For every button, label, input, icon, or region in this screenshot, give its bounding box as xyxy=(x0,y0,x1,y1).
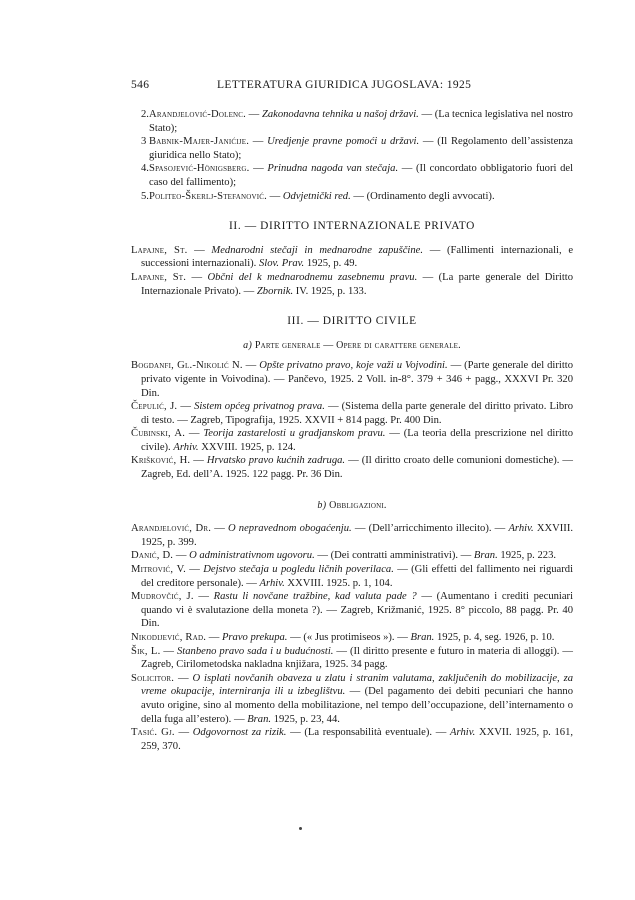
bibliography-content xyxy=(131,108,573,753)
bibliography-entry: Danić, D. — O administrativnom ugovoru. — (Dei contratti amministrativi). — Bran. 1925, p. 223. xyxy=(131,550,557,562)
author: Babnik-Majer-Janićije. xyxy=(149,136,250,148)
author: Lapajne, St. xyxy=(131,244,188,256)
section-heading: II. — DIRITTO INTERNAZIONALE PRIVATO xyxy=(229,220,475,233)
page-number: 546 xyxy=(131,79,150,91)
section-iii-a-entries xyxy=(131,359,573,481)
bibliography-entry: Mudrovčić, J. — Rastu li novčane tražbine, kad valuta pade ? — (Aumentano i crediti pecuniari quando vi è svalutazione della moneta ?). — Zagreb, Križmanić, 1925. 8° piccolo, 88 pagg. Pr. 40 Din. xyxy=(131,591,574,630)
section-ii-entries xyxy=(131,244,573,298)
numbered-item: 4. Spasojević-Hönigsberg. — Prinudna nagoda van stečaja. — (Il concordato obbligatorio fuori del caso del fallimento); xyxy=(141,163,574,188)
author: Tasić. Gj. xyxy=(131,727,175,739)
work-title: Dejstvo stečaja u pogledu ličnih poverilaca. xyxy=(203,564,394,576)
work-title: Zakonodavna tehnika u našoj državi. xyxy=(261,109,419,120)
author: Danić, D. xyxy=(131,550,174,562)
work-title: Sistem općeg privatnog prava. xyxy=(194,401,325,413)
subsection-heading: b) Obbligazioni. xyxy=(317,499,387,511)
bibliography-entry: Tasić. Gj. — Odgovornost za rizik. — (La responsabilità eventuale). — Arhiv. XXVII. 1925, p. 161, 259, 370. xyxy=(131,727,574,752)
bibliography-entry: Mitrović, V. — Dejstvo stečaja u pogledu ličnih poverilaca. — (Gli effetti del fallimento nei riguardi del creditore personale). — Arhiv. XXVIII. 1925. p. 1, 104. xyxy=(131,564,574,589)
work-title: Odgovornost za rizik. xyxy=(192,727,287,739)
author: Krišković, H. xyxy=(131,455,191,467)
work-title: Hrvatsko pravo kućnih zadruga. xyxy=(206,455,346,467)
work-title: O administrativnom ugovoru. xyxy=(189,550,315,562)
work-title: O isplati novčanih obaveza u zlatu i stranim valutama, zaključenih do mobilizacije, za vreme okupacije, interniranja ili u izbeglištvu. xyxy=(141,672,573,698)
bibliography-entry: Nikodijević, Rad. — Pravo prekupa. — (« Jus protimiseos »). — Bran. 1925, p. 4, seg. 1926, p. 10. xyxy=(131,632,555,643)
section-iii-b-entries xyxy=(131,522,573,753)
subsection-heading: a) Parte generale — Opere di carattere generale. xyxy=(243,339,461,351)
bibliography-entry: Lapajne, St. — Občni del k mednarodnemu zasebnemu pravu. — (La parte generale del Diritto Internazionale Privato). — Zbornik. IV. 1925, p. 133. xyxy=(131,271,574,297)
author: Čepulić, J. xyxy=(131,401,178,413)
bibliography-entry: Čepulić, J. — Sistem općeg privatnog prava. — (Sistema della parte generale del diritto privato. Libro di testo. — Zagreb, Tipografija, 1925. XXVII + 814 pagg. Pr. 400 Din. xyxy=(131,401,574,426)
author: Lapajne, St. xyxy=(131,271,187,283)
author: Solicitor. xyxy=(131,672,175,684)
author: Mitrović, V. xyxy=(131,564,186,576)
author: Nikodijević, Rad. xyxy=(131,632,207,643)
work-title: Uredjenje pravne pomoći u državi. xyxy=(267,136,420,148)
bibliography-entry: Čubinski, A. — Teorija zastarelosti u gradjanskom pravu. — (La teoria della prescrizione nel diritto civile). Arhiv. XXVIII. 1925, p. 124. xyxy=(131,428,574,453)
work-title: Pravo prekupa. xyxy=(221,632,288,643)
author: Politeo-Škerlj-Stefanović. xyxy=(149,190,267,202)
author: Arandjelović, Dr. xyxy=(131,523,212,535)
work-title: Občni del k mednarodnemu zasebnemu pravu. xyxy=(207,271,418,283)
author: Bogdanfi, Gl.-Nikolić N. xyxy=(131,360,243,372)
bibliography-entry: Lapajne, St. — Mednarodni stečaji in mednarodne zapuščine. — (Fallimenti internazionali, e successioni internazionali). Slov. Prav. 1925, p. 49. xyxy=(131,244,574,270)
numbered-item: 3 Babnik-Majer-Janićije. — Uredjenje pravne pomoći u državi. — (Il Regolamento dell’assistenza giuridica nello Stato); xyxy=(141,136,573,161)
author: Mudrovčić, J. xyxy=(131,591,194,603)
work-title: Teorija zastarelosti u gradjanskom pravu. xyxy=(203,428,386,440)
author: Šik, L. xyxy=(131,645,161,657)
numbered-item: 5. Politeo-Škerlj-Stefanović. — Odvjetnički red. — (Ordinamento degli avvocati). xyxy=(141,190,495,202)
author: Arandjelović-Dolenc. xyxy=(149,109,247,120)
bibliography-entry: Bogdanfi, Gl.-Nikolić N. — Opšte privatno pravo, koje važi u Vojvodini. — (Parte generale del diritto privato vigente in Voivodina). — Pančevo, 1925. 2 Voll. in-8°. 379 + 346 + pagg., XXXVI Pr. 320 Din. xyxy=(131,360,573,399)
ink-speck xyxy=(299,827,302,830)
section-heading: III. — DIRITTO CIVILE xyxy=(287,315,417,328)
author: Čubinski, A. xyxy=(131,428,186,440)
numbered-list xyxy=(131,108,573,203)
running-title: LETTERATURA GIURIDICA JUGOSLAVA: 1925 xyxy=(217,79,472,91)
work-title: Odvjetnički red. xyxy=(282,190,351,202)
author: Spasojević-Hönigsberg. xyxy=(149,163,250,175)
work-title: Prinudna nagoda van stečaja. xyxy=(267,163,399,175)
work-title: Rastu li novčane tražbine, kad valuta pade ? xyxy=(213,591,417,603)
work-title: O nepravednom obogaćenju. xyxy=(227,523,352,535)
bibliography-entry: Šik, L. — Stanbeno pravo sada i u budućnosti. — (Il diritto presente e futuro in materia di alloggi). — Zagreb, Cirilometodska nakladna knjižara, 1925. 34 pagg. xyxy=(131,645,574,671)
bibliography-entry: Arandjelović, Dr. — O nepravednom obogaćenju. — (Dell’arricchimento illecito). — Arhiv. XXVIII. 1925, p. 399. xyxy=(131,523,574,548)
numbered-item: 2. Arandjelović-Dolenc. — Zakonodavna tehnika u našoj državi. — (La tecnica legislativa nel nostro Stato); xyxy=(141,109,573,134)
work-title: Stanbeno pravo sada i u budućnosti. xyxy=(177,645,334,657)
work-title: Opšte privatno pravo, koje važi u Vojvodini. xyxy=(259,360,448,372)
work-title: Mednarodni stečaji in mednarodne zapuščine. xyxy=(211,244,424,256)
bibliography-entry: Solicitor. — O isplati novčanih obaveza u zlatu i stranim valutama, zaključenih do mobilizacije, za vreme okupacije, interniranja ili u izbeglištvu. — (Del pagamento dei debiti pecuniari che hanno avuto origine, sino al momento della mobilitazione, nel tempo dell’occupazione, dell’internamento o della fuga all’estero). — Bran. 1925, p. 23, 44. xyxy=(131,672,574,725)
bibliography-entry: Krišković, H. — Hrvatsko pravo kućnih zadruga. — (Il diritto croato delle comunioni domestiche). — Zagreb, Ed. dell’A. 1925. 122 pagg. Pr. 36 Din. xyxy=(131,455,574,481)
